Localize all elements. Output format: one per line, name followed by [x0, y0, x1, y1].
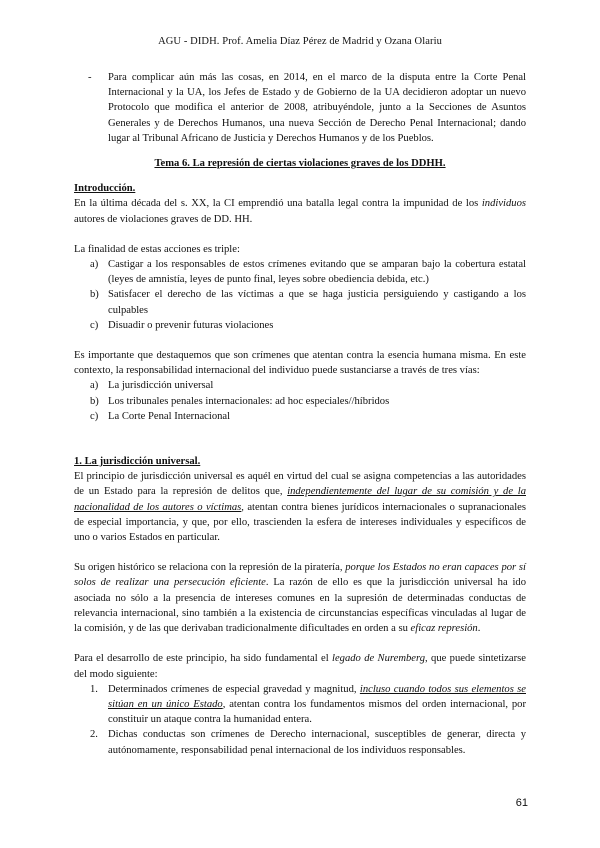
list-item: 2. Dichas conductas son crímenes de Derecho internacional, susceptibles de generar, directa y autónomamente, responsabilidad penal internacional de los individuos responsables. [90, 729, 526, 756]
jurisdiccion-paragraph-1: El principio de jurisdicción universal es aquél en virtud del cual se asigna competencias a las autoridades de un Estado para la represión de delitos que, independientemente del lugar de su comisión y de la nacionalidad de los autores o víctimas, atentan contra bienes jurídicos internacionales o supranacionales de especial importancia, y que, por ello, trascienden la esfera de intereses individuales y específicos de uno o varios Estados en particular. [74, 471, 527, 544]
introduccion-paragraph-3: Es importante que destaquemos que son crímenes que atentan contra la esencia humana misma. En este contexto, la responsabilidad internacional del individuo puede sustanciarse a través de tres vías: [74, 350, 526, 377]
introduccion-paragraph-1: En la última década del s. XX, la CI emprendió una batalla legal contra la impunidad de los individuos autores de violaciones graves de DD. HH. [74, 198, 526, 225]
intro-bullet [74, 70, 526, 146]
section-title: Tema 6. La represión de ciertas violaciones graves de los DDHH. [154, 158, 446, 170]
list-item: b) Los tribunales penales internacionales: ad hoc especiales//híbridos [90, 395, 390, 407]
jurisdiccion-heading: 1. La jurisdicción universal. [74, 456, 201, 468]
jurisdiccion-paragraph-2: Su origen histórico se relaciona con la represión de la piratería, porque los Estados no eran capaces por sí solos de realizar una persecución eficiente. La razón de ello es que la jurisdicción universal ha ido asociada no sólo a la presencia de intereses comunes en la supresión de determinadas conductas de relevancia internacional, sino también a la existencia de circunstancias específicas vinculadas al lugar de la comisión, y de las que derivaban tradicionalmente dificultades en orden a su eficaz represión. [74, 562, 526, 635]
nuremberg-list [74, 682, 526, 758]
vias-list [74, 378, 526, 424]
list-item: a) Castigar a los responsables de estos crímenes evitando que se amparan bajo la cobertura estatal (leyes de amnistía, leyes de punto final, leyes sobre obediencia debida, etc.) [90, 259, 526, 286]
list-item: c) Disuadir o prevenir futuras violaciones [90, 319, 274, 331]
introduccion-paragraph-2: La finalidad de estas acciones es triple: [74, 243, 240, 255]
list-item: a) La jurisdicción universal [90, 380, 214, 392]
list-item: c) La Corte Penal Internacional [90, 410, 231, 422]
finalidad-list [74, 257, 526, 333]
page-content [74, 70, 526, 758]
page-header: AGU - DIDH. Prof. Amelia Díaz Pérez de Madrid y Ozana Olariu [158, 36, 442, 47]
jurisdiccion-paragraph-3: Para el desarrollo de este principio, ha sido fundamental el legado de Nuremberg, que puede sintetizarse del modo siguiente: [74, 653, 526, 680]
list-item: b) Satisfacer el derecho de las víctimas a que se haga justicia persiguiendo y castigando a los culpables [90, 289, 526, 316]
list-item: 1. Determinados crímenes de especial gravedad y magnitud, incluso cuando todos sus elementos se sitúan en un único Estado, atentan contra los fundamentos mismos del orden internacional, por constituir un ataque contra la humanidad entera. [90, 683, 526, 726]
dash-marker: - [88, 72, 92, 83]
introduccion-heading: Introducción. [74, 183, 136, 195]
page-number: 61 [515, 797, 528, 809]
intro-bullet-text: Para complicar aún más las cosas, en 2014, en el marco de la disputa entre la Corte Penal Internacional y la UA, los Jefes de Estado y de Gobierno de la UA decidieron adoptar un nuevo Protocolo que modifica el anterior de 2008, atribuyéndole, junto a la Secciones de Asuntos Generales y de Derechos Humanos, una nueva Sección de Derecho Penal Internacional; dando lugar al Tribunal Africano de Justicia y Derechos Humanos y de los Pueblos. [108, 72, 526, 144]
